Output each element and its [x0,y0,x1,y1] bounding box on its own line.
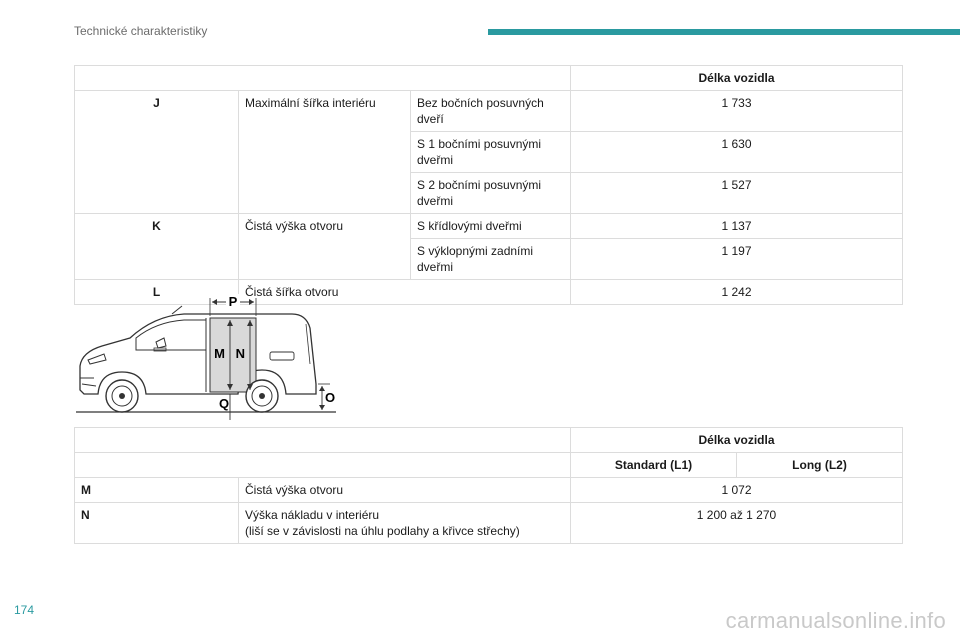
value-cell: 1 137 [571,214,903,239]
column-header-vehicle-length: Délka vozidla [571,428,903,453]
value-cell: 1 197 [571,239,903,280]
table-row [75,478,903,503]
label-p: P [228,294,238,309]
dimension-code: M [75,478,239,503]
value-cell: 1 242 [571,280,903,305]
section-title: Technické charakteristiky [74,24,208,38]
label-m: M [214,346,225,361]
value-cell: 1 200 až 1 270 [571,503,903,544]
column-header-vehicle-length: Délka vozidla [571,66,903,91]
table-row [75,503,903,544]
dimension-label: Čistá šířka otvoru [239,280,571,305]
interior-dimensions-table [74,65,903,305]
value-cell: 1 527 [571,173,903,214]
dimension-label: Čistá výška otvoru [239,478,571,503]
header-empty-cell [75,428,571,453]
condition-cell: S výklopnými zadními dveřmi [411,239,571,280]
dimension-label: Čistá výška otvoru [239,214,411,280]
value-cell: 1 072 [571,478,903,503]
dimension-code: N [75,503,239,544]
condition-cell: S křídlovými dveřmi [411,214,571,239]
dimension-label-note: (liší se v závislosti na úhlu podlahy a křivce střechy) [245,524,520,538]
dimension-label-line: Výška nákladu v interiéru [245,508,380,522]
loading-dimensions-table [74,427,903,544]
label-o: O [324,390,336,405]
dimension-code: K [75,214,239,280]
header-empty-cell [75,453,571,478]
watermark: carmanualsonline.info [725,608,946,633]
condition-cell: S 1 bočními posuvnými dveřmi [411,132,571,173]
condition-cell: Bez bočních posuvných dveří [411,91,571,132]
dimension-code: L [75,280,239,305]
vehicle-side-diagram [74,294,342,422]
header-empty-cell [75,66,571,91]
page-number: 174 [14,603,35,617]
dimension-code: J [75,91,239,214]
value-cell: 1 630 [571,132,903,173]
label-n: N [235,346,245,361]
value-cell: 1 733 [571,91,903,132]
column-header-standard: Standard (L1) [571,453,737,478]
dimension-label: Maximální šířka interiéru [239,91,411,214]
label-q: Q [218,396,230,411]
header-accent-bar [488,29,960,35]
condition-cell: S 2 bočními posuvnými dveřmi [411,173,571,214]
table-row [75,91,903,132]
column-header-long: Long (L2) [737,453,903,478]
dimension-label [239,503,571,544]
table-row [75,214,903,239]
